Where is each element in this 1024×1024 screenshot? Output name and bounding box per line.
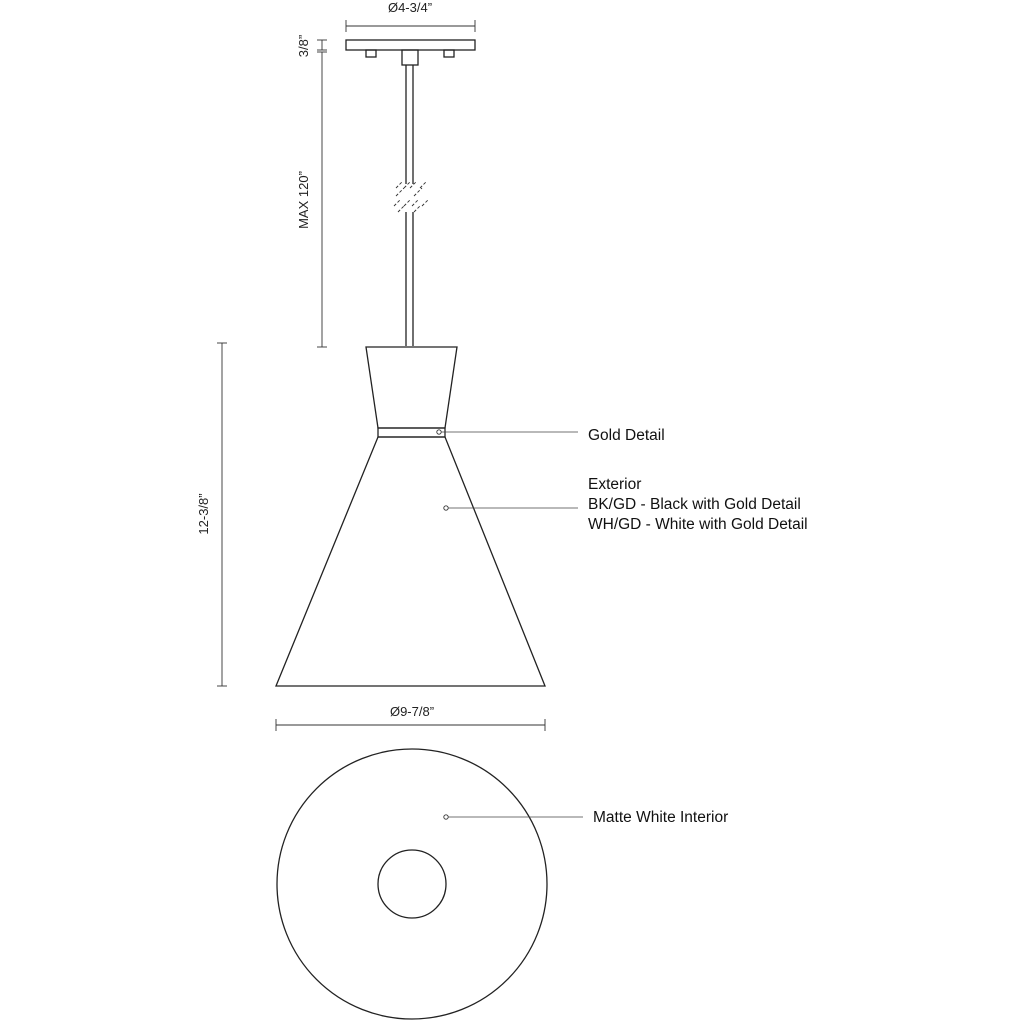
exterior-option-white: WH/GD - White with Gold Detail: [588, 516, 808, 533]
bottom-view: [277, 749, 547, 1019]
shade-opening-circle: [378, 850, 446, 918]
shade-diameter-label: Ø9-7/8”: [389, 704, 435, 719]
canopy-height-label: 3/8”: [296, 34, 311, 58]
exterior-callout: [444, 476, 808, 533]
exterior-title-label: Exterior: [588, 476, 642, 493]
height-dimension: [196, 343, 227, 686]
max-length-dimension: [296, 52, 327, 347]
max-length-label: MAX 120”: [296, 171, 311, 229]
gold-detail-band: [378, 428, 445, 437]
gold-detail-label: Gold Detail: [588, 427, 665, 444]
canopy-diameter-label: Ø4-3/4”: [387, 0, 433, 15]
shade-diameter-dimension: [276, 704, 545, 731]
canopy: [346, 40, 475, 65]
height-label: 12-3/8”: [196, 493, 211, 535]
interior-label: Matte White Interior: [593, 809, 729, 826]
exterior-option-black: BK/GD - Black with Gold Detail: [588, 496, 801, 513]
rod-break-symbol: [394, 182, 428, 212]
gold-detail-callout: [437, 427, 665, 444]
interior-callout: [444, 809, 728, 826]
pendant-shade: [276, 347, 545, 686]
canopy-diameter-dimension: [346, 0, 475, 32]
suspension-rod: [394, 65, 428, 346]
shade-rim-circle: [277, 749, 547, 1019]
